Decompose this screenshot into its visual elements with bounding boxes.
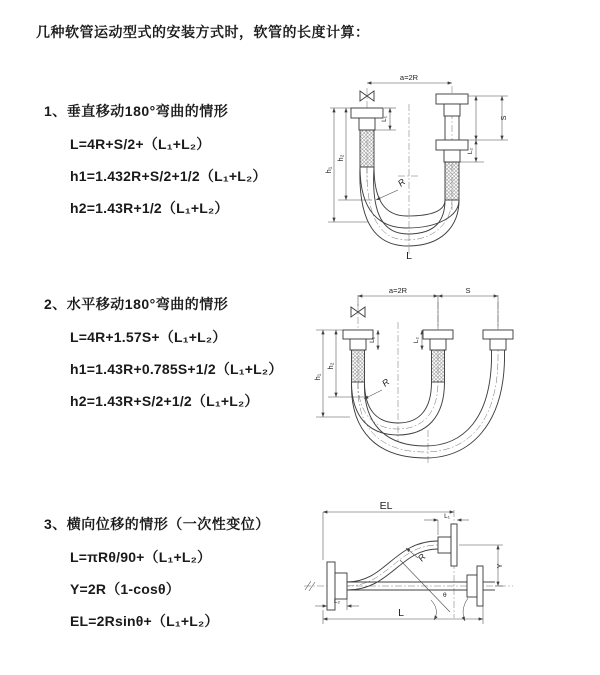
section-3-heading: 3、横向位移的情形（一次性变位） [44, 516, 270, 532]
formula-line: L=πRθ/90+（L₁+L₂） [70, 549, 212, 565]
dim-label-s: S [465, 286, 471, 295]
angle-theta-label: θ [443, 592, 447, 599]
dim-label-h2: h₂ [336, 154, 345, 162]
flange [483, 330, 513, 339]
formula-line: h1=1.43R+0.785S+1/2（L₁+L₂） [70, 361, 283, 377]
braided-hose-section [360, 130, 374, 167]
dim-label-s: S [499, 115, 508, 121]
flange-neck [350, 339, 366, 350]
flange [423, 330, 453, 339]
formula-line: h2=1.43R+1/2（L₁+L₂） [70, 200, 229, 216]
diagram-horizontal-180-bend [310, 282, 595, 467]
hose-arcs [360, 167, 459, 246]
flange [436, 140, 468, 150]
formula-line: L=4R+1.57S+（L₁+L₂） [70, 329, 227, 345]
flange-neck [490, 339, 506, 350]
dim-label-l1: L₁ [369, 337, 376, 343]
formula-line: L=4R+S/2+（L₁+L₂） [70, 136, 211, 152]
flange [436, 94, 468, 104]
flange [351, 108, 383, 118]
flange-plate [477, 566, 483, 606]
radius-label: R [380, 376, 392, 389]
flange-neck [359, 118, 375, 130]
dim-label-h1: h₁ [324, 166, 333, 174]
dim-label-a2r: a=2R [399, 73, 419, 82]
flange-neck [430, 339, 446, 350]
dim-label-y: Y [495, 563, 504, 569]
pipe-fittings [327, 524, 495, 610]
dim-label-a2r: a=2R [388, 286, 408, 295]
flange-neck [444, 104, 460, 116]
flange-neck [444, 150, 460, 162]
flange-hub [438, 537, 451, 553]
dim-label-l2: L₂ [333, 598, 341, 605]
dimension-lines [316, 295, 498, 417]
hose-centerline-arc [367, 167, 452, 240]
page-title: 几种软管运动型式的安装方式时，软管的长度计算： [36, 24, 370, 40]
length-label: L [406, 250, 412, 262]
section-horizontal-180 [44, 294, 324, 417]
formula-line: h2=1.43R+S/2+1/2（L₁+L₂） [70, 393, 259, 409]
dim-label-l1: L₁ [381, 116, 388, 122]
diagram-vertical-180-bend [312, 70, 584, 262]
dim-label-h2: h₂ [326, 362, 335, 370]
braided-hose-section [432, 350, 445, 382]
dim-label-l2: L₂ [467, 147, 474, 155]
braided-hose-section [445, 162, 459, 200]
section-vertical-180 [44, 101, 324, 224]
diagram-lateral-displacement [298, 498, 598, 648]
pipe-fittings [351, 94, 468, 200]
radius-label: R [395, 176, 408, 189]
dim-label-el: EL [379, 500, 393, 512]
section-lateral-displacement [44, 514, 324, 637]
formula-line: h1=1.432R+S/2+1/2（L₁+L₂） [70, 168, 267, 184]
dim-label-l1: L₁ [444, 513, 450, 520]
formula-line: EL=2Rsinθ+（L₁+L₂） [70, 613, 219, 629]
length-label: L [398, 607, 404, 619]
centerlines [358, 302, 498, 464]
dim-label-l2: L₂ [413, 336, 420, 344]
section-2-heading: 2、水平移动180°弯曲的情形 [44, 296, 229, 312]
section-1-heading: 1、垂直移动180°弯曲的情形 [44, 103, 229, 119]
flange-hub [335, 573, 347, 599]
angle-construction [400, 548, 468, 621]
flange-hub [467, 575, 477, 597]
flange-plate [451, 524, 457, 566]
dim-label-h1: h₁ [313, 373, 322, 381]
dimension-lines [328, 83, 508, 222]
dimension-lines [315, 512, 503, 624]
radius-label: R [415, 551, 428, 564]
braided-hose-section [352, 350, 365, 382]
formula-line: Y=2R（1-cosθ） [70, 581, 180, 597]
